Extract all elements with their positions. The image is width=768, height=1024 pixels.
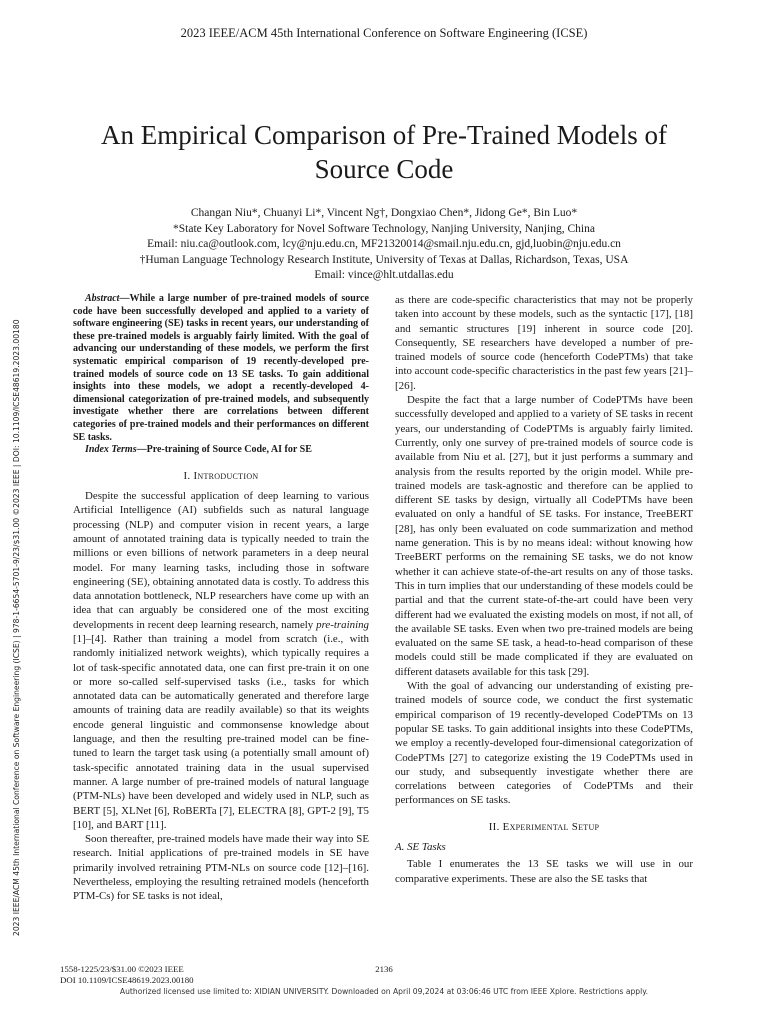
title-line-2: Source Code (314, 154, 454, 184)
index-terms (73, 444, 369, 457)
author-names: Changan Niu*, Chuanyi Li*, Vincent Ng†, Dongxiao Chen*, Jidong Ge*, Bin Luo* (190, 207, 578, 219)
section-heading-introduction: I. Introduction (183, 469, 259, 482)
intro-p1-emphasis: pre-training (316, 618, 369, 631)
subsection-heading-se-tasks: A. SE Tasks (395, 840, 446, 853)
right-column (395, 293, 693, 886)
paper-title (60, 118, 708, 186)
affiliation-1: *State Key Laboratory for Novel Software Technology, Nanjing University, Nanjing, China (173, 222, 595, 235)
side-doi-stamp: 2023 IEEE/ACM 45th International Conference on Software Engineering (ICSE) | 978-1-6654-5701-9/23/$31.00 ©2023 IEEE | DOI: 10.1109/ICSE48619.2023.00180 (12, 319, 21, 936)
index-terms-lead: Index Terms (85, 444, 137, 456)
footer-doi: DOI 10.1109/ICSE48619.2023.00180 (60, 975, 194, 985)
email-2: Email: vince@hlt.utdallas.edu (314, 269, 454, 282)
section-heading-experimental-setup: II. Experimental Setup (488, 820, 600, 833)
intro-p1-part-b: [1]–[4]. Rather than training a model from scratch (i.e., with randomly initialized network weights), which typically requires a lot of task-specific annotated data, one can first pre-train it on one or more so-called self-supervised tasks (i.e., tasks for which annotated data can be automatically generated and therefore large amounts of training data are readily available) so that its weights encode general linguistic and commonsense knowledge about language, and then the resulting pre-trained model can be fine-tuned to learn the target task using (a potentially small amount of) task-specific annotated training data in the usual supervised manner. A large number of pre-trained models of natural language (PTM-NLs) have been developed and widely used in NLP, such as BERT [5], XLNet [6], RoBERTa [7], ELECTRA [8], GPT-2 [9], T5 [10], and BART [11]. (73, 632, 369, 831)
intro-p1-part-a: Despite the successful application of deep learning to various Artificial Intelligence (AI) subfields such as natural language processing (NLP) and computer vision in recent years, a large amount of annotated training data is typically needed to train the millions or even billions of network parameters in a deep neural model. For many learning tasks, including those in software engineering (SE), obtaining annotated data is costly. To address this data annotation bottleneck, NLP researchers have come up with an idea that can arguably be considered one of the most exciting developments in recent deep learning research, namely (73, 490, 369, 631)
intro-paragraph-2: Soon thereafter, pre-trained models have made their way into SE research. Initial applications of pre-trained models in SE have primarily involved retraining PTM-NLs on source code [12]–[16]. Nevertheless, employing the resulting retrained models (henceforth PTM-Cs) for SE tasks is not ideal, (73, 833, 369, 903)
intro-paragraph-1 (73, 489, 369, 832)
intro-paragraph-continued: as there are code-specific characteristics that may not be properly taken into account by these models, such as the syntactic [17], [18] and semantic structures [19] inherent in source code [20]. Consequently, SE researchers have developed a number of pre-trained models of source code (henceforth CodePTMs) that take into account code-specific characteristics in the past few years [21]–[26]. (395, 294, 693, 392)
abstract (73, 293, 369, 444)
footer-issn: 1558-1225/23/$31.00 ©2023 IEEE (60, 964, 184, 974)
conference-header: 2023 IEEE/ACM 45th International Conference on Software Engineering (ICSE) (180, 26, 588, 40)
intro-paragraph-3: Despite the fact that a large number of CodePTMs have been successfully developed and applied to a variety of SE tasks in recent years, our understanding of CodePTMs is arguably fairly limited. Currently, only one survey of pre-trained models of source code is available from Niu et al. [27], but it just performs a summary and analysis from the results reported by the origin model. While pre-trained models are task-agnostic and therefore can be applied to different SE tasks by design, virtually all CodePTMs have been evaluated on only a handful of SE tasks. For instance, TreeBERT [28], has only been evaluated on code summarization and method name generation. This is by no means ideal: without knowing how TreeBERT performs on the remaining SE tasks, we do not know whether it can achieve state-of-the-art results on any of those tasks. This in turn implies that our understanding of these models could be partial and that the current state-of-the-art could have been very different had we evaluated the existing models on most, if not all, of the available SE tasks. Even when two pre-trained models are being evaluated on the same SE task, a head-to-head comparison of these models could still be made complicated if they are evaluated on different datasets available for this task [29]. (395, 394, 693, 678)
abstract-lead: Abstract (85, 293, 120, 304)
affiliation-2: †Human Language Technology Research Institute, University of Texas at Dallas, Richardson, Texas, USA (139, 253, 629, 266)
index-terms-text: —Pre-training of Source Code, AI for SE (136, 444, 312, 456)
author-block (40, 206, 728, 284)
page-number: 2136 (375, 964, 393, 974)
email-1: Email: niu.ca@outlook.com, lcy@nju.edu.cn, MF21320014@smail.nju.edu.cn, gjd,luobin@nju.edu.cn (147, 238, 621, 251)
title-line-1: An Empirical Comparison of Pre-Trained Models of (101, 120, 667, 150)
license-notice: Authorized licensed use limited to: XIDIAN UNIVERSITY. Downloaded on April 09,2024 at 03:06:46 UTC from IEEE Xplore. Restrictions apply. (119, 987, 649, 996)
intro-paragraph-4: With the goal of advancing our understanding of existing pre-trained models of source code, we conduct the first systematic empirical comparison of 19 recently-developed CodePTMs on 13 popular SE tasks. To gain additional insights into these CodePTMs, we employ a recently-developed four-dimensional categorization of CodePTMs [27] to categorize existing the 19 CodePTMs used in our study, and subsequently investigate whether there are correlations between categories of CodePTMs and their performances on SE tasks. (395, 680, 693, 807)
abstract-text: —While a large number of pre-trained models of source code have been successfully developed and applied to a variety of software engineering (SE) tasks in recent years, our understanding of these pre-trained models is arguably fairly limited. With the goal of advancing our understanding of these models, we perform the first systematic empirical comparison of 19 recently-developed pre-trained models of source code on 13 SE tasks. To gain additional insights into these models, we adopt a recently-developed 4-dimensional categorization of pre-trained models, and subsequently investigate whether there are correlations between different categories of pre-trained models and their performances on different SE tasks. (73, 293, 369, 443)
setup-paragraph-1: Table I enumerates the 13 SE tasks we will use in our comparative experiments. These are also the SE tasks that (395, 858, 693, 885)
left-column (73, 293, 369, 904)
